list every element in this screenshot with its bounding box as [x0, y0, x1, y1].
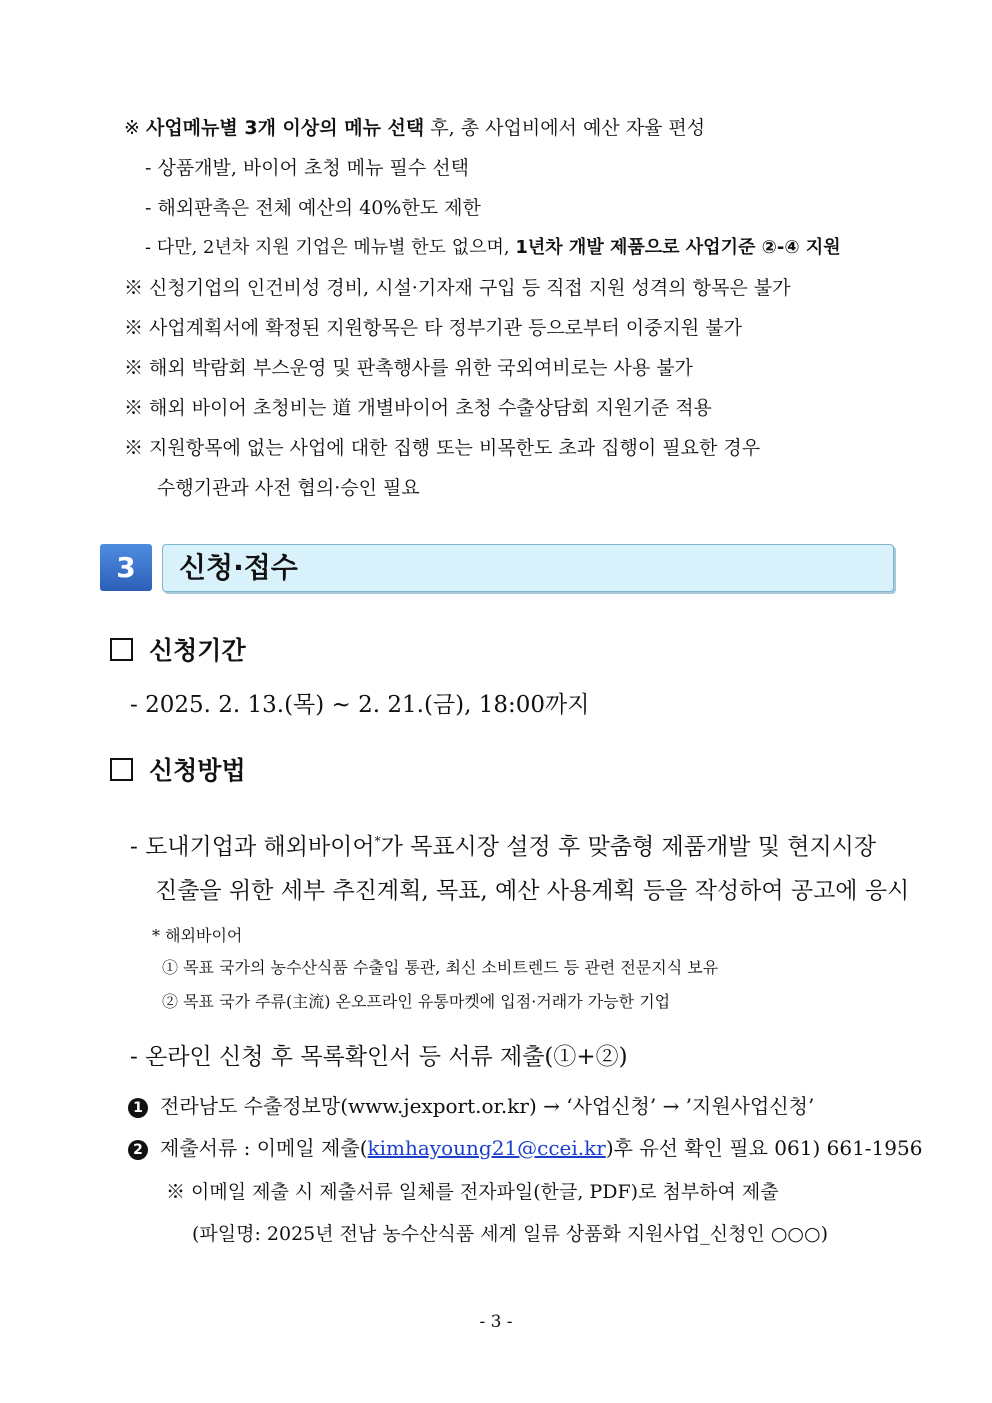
note-buyer-invite: ※ 해외 바이어 초청비는 道 개별바이어 초청 수출상담회 지원기준 적용	[124, 397, 712, 419]
number-2-icon: 2	[128, 1140, 148, 1160]
step-2-text-b: )후 유선 확인 필요 061) 661-1956	[605, 1136, 923, 1160]
note-mark: ※	[124, 117, 140, 139]
note-travel: ※ 해외 박람회 부스운영 및 판촉행사를 위한 국외여비로는 사용 불가	[124, 357, 693, 379]
footnote-marker: *	[374, 834, 381, 848]
period-text: - 2025. 2. 13.(목) ~ 2. 21.(금), 18:00까지	[130, 692, 590, 718]
method-p1-b: 가 목표시장 설정 후 맞춤형 제품개발 및 현지시장	[380, 834, 877, 860]
email-note: ※ 이메일 제출 시 제출서류 일체를 전자파일(한글, PDF)로 첨부하여 제출	[166, 1181, 779, 1203]
note-rest-text: 후, 총 사업비에서 예산 자율 편성	[424, 117, 706, 139]
section-header	[162, 544, 894, 592]
checkbox-square-icon	[110, 638, 133, 661]
page-number: - 3 -	[479, 1312, 513, 1332]
note-sub-text: - 다만, 2년차 지원 기업은 메뉴별 한도 없으며,	[145, 237, 516, 258]
section-number: 3	[100, 544, 152, 591]
period-heading	[110, 636, 246, 666]
method-heading	[110, 756, 246, 786]
note-personnel: ※ 신청기업의 인건비성 경비, 시설·기자재 구입 등 직접 지원 성격의 항목은 불가	[124, 277, 791, 299]
period-heading-text: 신청기간	[149, 636, 246, 665]
note-double-support: ※ 사업계획서에 확정된 지원항목은 타 정부기관 등으로부터 이중지원 불가	[124, 317, 742, 339]
footnote-title: * 해외바이어	[152, 926, 243, 945]
checkbox-square-icon	[110, 758, 133, 781]
note-exceed-cont: 수행기관과 사전 협의·승인 필요	[157, 477, 420, 499]
online-apply: - 온라인 신청 후 목록확인서 등 서류 제출(①+②)	[130, 1044, 628, 1070]
step-2	[128, 1136, 922, 1160]
step-1-text: 전라남도 수출정보망(www.jexport.or.kr) → ‘사업신청’ → ’지원사업신청’	[160, 1094, 815, 1118]
footnote-item-2: ② 목표 국가 주류(主流) 온오프라인 유통마켓에 입점·거래가 가능한 기업	[162, 992, 671, 1011]
note-bold-text: 사업메뉴별 3개 이상의 메뉴 선택	[145, 117, 425, 139]
step-2-text-a: 제출서류 : 이메일 제출(	[160, 1136, 368, 1160]
email-link[interactable]: kimhayoung21@ccei.kr	[367, 1136, 606, 1160]
method-p1-a: - 도내기업과 해외바이어	[130, 834, 375, 860]
note-exceed: ※ 지원항목에 없는 사업에 대한 집행 또는 비목한도 초과 집행이 필요한 경우	[124, 437, 761, 459]
footnote-item-1: ① 목표 국가의 농수산식품 수출입 통관, 최신 소비트렌드 등 관련 전문지식 보유	[162, 958, 719, 977]
note-sub-limit: - 해외판촉은 전체 예산의 40%한도 제한	[145, 197, 481, 219]
note-sub-bold: 1년차 개발 제품으로 사업기준 ②-④ 지원	[515, 237, 841, 258]
filename-note: (파일명: 2025년 전남 농수산식품 세계 일류 상품화 지원사업_신청인 ○○○)	[192, 1223, 828, 1245]
note-sub-second-year	[145, 236, 841, 260]
method-paragraph-cont: 진출을 위한 세부 추진계획, 목표, 예산 사용계획 등을 작성하여 공고에 응시	[155, 878, 910, 904]
note-menu-selection	[124, 116, 705, 140]
note-sub-required: - 상품개발, 바이어 초청 메뉴 필수 선택	[145, 157, 470, 179]
method-paragraph	[130, 826, 876, 862]
method-heading-text: 신청방법	[149, 756, 246, 785]
step-1	[128, 1094, 814, 1118]
number-1-icon: 1	[128, 1098, 148, 1118]
section-title: 신청·접수	[179, 551, 298, 584]
